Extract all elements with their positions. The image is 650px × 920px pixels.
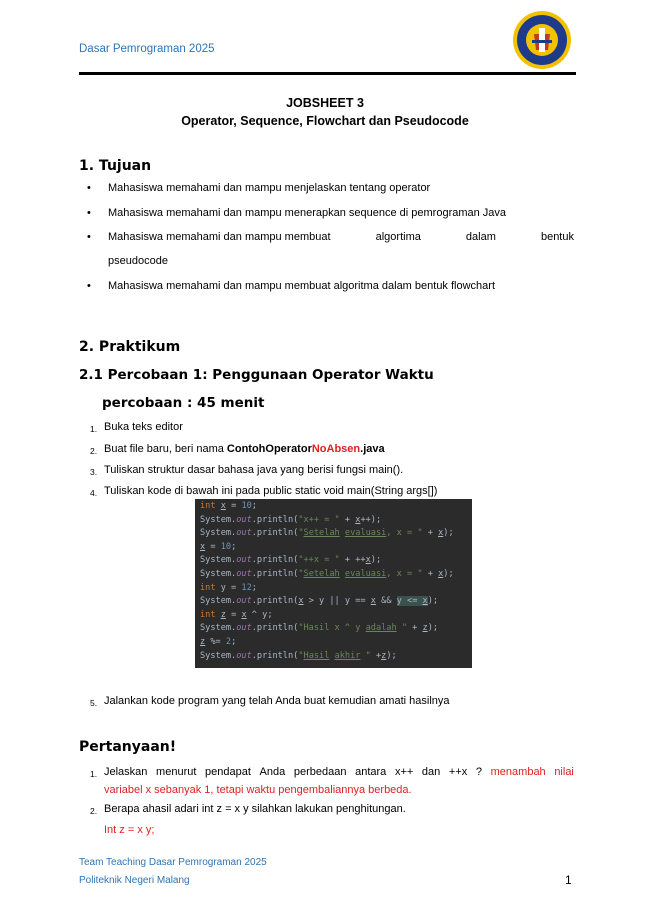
- code-line-3: System.out.println("Setelah evaluasi, x = " + x);: [200, 528, 454, 539]
- code-line-11: z %= 2;: [200, 636, 237, 647]
- bullet-icon: •: [87, 182, 91, 194]
- step-5-text: Jalankan kode program yang telah Anda buat kemudian amati hasilnya: [104, 695, 450, 707]
- step-3-text: Tuliskan struktur dasar bahasa java yang berisi fungsi main().: [104, 464, 404, 476]
- section-praktikum-heading: 2. Praktikum: [79, 339, 181, 355]
- step-number: 3.: [90, 467, 98, 477]
- code-line-8: System.out.println(x > y || y == x && y <= x);: [200, 596, 439, 607]
- code-line-9: int z = x ^ y;: [200, 609, 273, 620]
- header-divider: [79, 72, 576, 75]
- step-number: 2.: [90, 446, 98, 456]
- jobsheet-number: JOBSHEET 3: [286, 96, 364, 110]
- tujuan-item-4: Mahasiswa memahami dan mampu membuat algoritma dalam bentuk flowchart: [108, 280, 496, 292]
- institution-logo-icon: [512, 10, 572, 70]
- code-line-6: System.out.println("Setelah evaluasi, x = " + x);: [200, 568, 454, 579]
- percobaan-1-heading: 2.1 Percobaan 1: Penggunaan Operator Waktu: [79, 367, 434, 383]
- question-2-text: Berapa ahasil adari int z = x y silahkan lakukan penghitungan.: [104, 803, 406, 815]
- code-line-7: int y = 12;: [200, 582, 257, 593]
- tujuan-item-3-continued: pseudocode: [108, 255, 168, 267]
- footer-institution: Politeknik Negeri Malang: [79, 875, 190, 886]
- code-line-10: System.out.println("Hasil x ^ y adalah " + z);: [200, 623, 439, 634]
- code-line-12: System.out.println("Hasil akhir " +z);: [200, 650, 397, 661]
- question-number: 1.: [90, 769, 98, 779]
- answer-2-text: Int z = x y;: [104, 824, 155, 836]
- tujuan-item-1: Mahasiswa memahami dan mampu menjelaskan tentang operator: [108, 182, 431, 194]
- bullet-icon: •: [87, 231, 91, 243]
- code-line-4: x = 10;: [200, 541, 237, 552]
- pertanyaan-heading: Pertanyaan!: [79, 739, 177, 755]
- question-number: 2.: [90, 806, 98, 816]
- code-line-5: System.out.println("++x = " + ++x);: [200, 555, 382, 566]
- question-1-line-1: Jelaskan menurut pendapat Anda perbedaan antara x++ dan ++x ? menambah nilai: [104, 766, 574, 778]
- bullet-icon: •: [87, 207, 91, 219]
- code-line-2: System.out.println("x++ = " + x++);: [200, 514, 382, 525]
- jobsheet-subject: Operator, Sequence, Flowchart dan Pseudocode: [181, 114, 469, 128]
- bullet-icon: •: [87, 280, 91, 292]
- header-course-title: Dasar Pemrograman 2025: [79, 43, 215, 55]
- step-4-text: Tuliskan kode di bawah ini pada public static void main(String args[]): [104, 485, 438, 497]
- step-2-text: Buat file baru, beri nama ContohOperatorNoAbsen.java: [104, 443, 385, 455]
- step-1-text: Buka teks editor: [104, 421, 183, 433]
- section-tujuan-heading: 1. Tujuan: [79, 158, 152, 174]
- percobaan-duration: percobaan : 45 menit: [102, 395, 265, 411]
- code-line-1: int x = 10;: [200, 501, 257, 511]
- step-number: 4.: [90, 488, 98, 498]
- answer-1-text: variabel x sebanyak 1, tetapi waktu pengembaliannya berbeda.: [104, 784, 412, 796]
- tujuan-item-3: Mahasiswa memahami dan mampu membuat algortima dalam bentuk: [108, 231, 574, 243]
- page-number: 1: [565, 873, 572, 887]
- tujuan-item-2: Mahasiswa memahami dan mampu menerapkan sequence di pemrograman Java: [108, 207, 507, 219]
- step-number: 1.: [90, 424, 98, 434]
- footer-team: Team Teaching Dasar Pemrograman 2025: [79, 857, 267, 868]
- step-number: 5.: [90, 698, 98, 708]
- java-code-block: [195, 499, 472, 668]
